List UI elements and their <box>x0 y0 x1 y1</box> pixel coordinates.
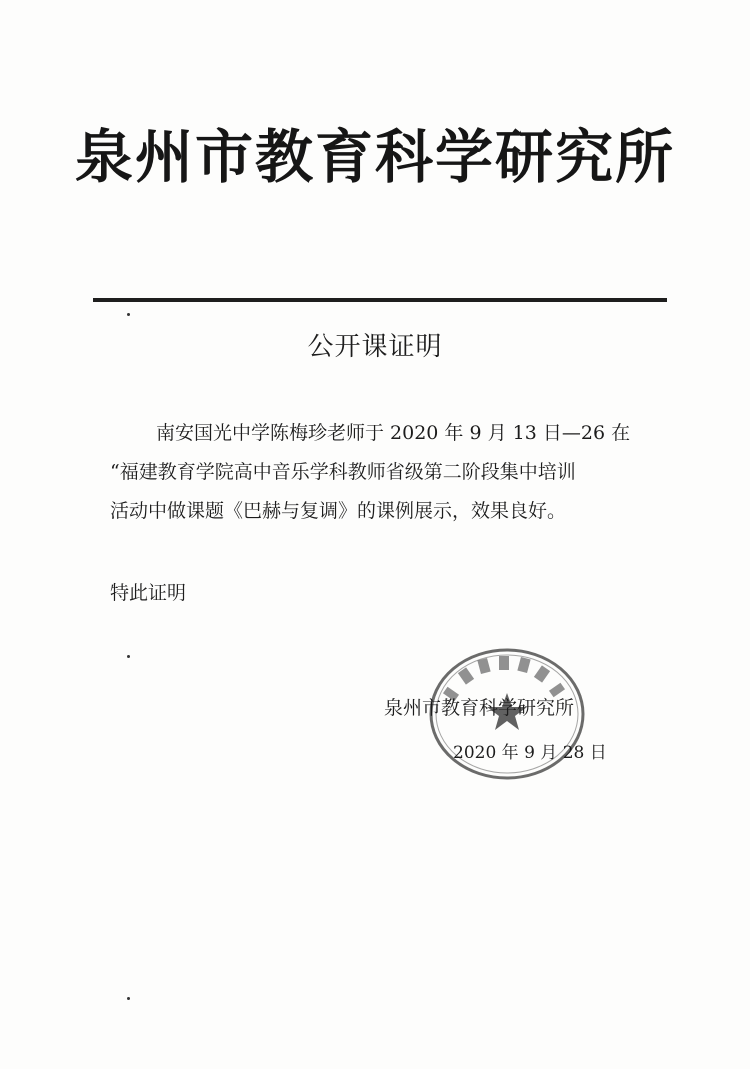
body-line-2: “福建教育学院高中音乐学科教师省级第二阶段集中培训 <box>110 461 576 483</box>
document-title: 公开课证明 <box>307 332 443 362</box>
letterhead-rule <box>93 298 667 302</box>
signature-org: 泉州市教育科学研究所 <box>384 697 575 719</box>
document-body <box>110 414 650 531</box>
scan-speck <box>127 997 130 1000</box>
scan-speck <box>127 655 130 658</box>
letterhead-title: 泉州市教育科学研究所 <box>74 123 675 191</box>
scan-speck <box>127 313 130 316</box>
signature-date: 2020 年 9 月 28 日 <box>453 743 607 763</box>
closing-phrase: 特此证明 <box>110 582 187 604</box>
body-line-1: 南安国光中学陈梅珍老师于 2020 年 9 月 13 日—26 在 <box>156 422 631 444</box>
body-line-3: 活动中做课题《巴赫与复调》的课例展示，效果良好。 <box>110 500 567 522</box>
